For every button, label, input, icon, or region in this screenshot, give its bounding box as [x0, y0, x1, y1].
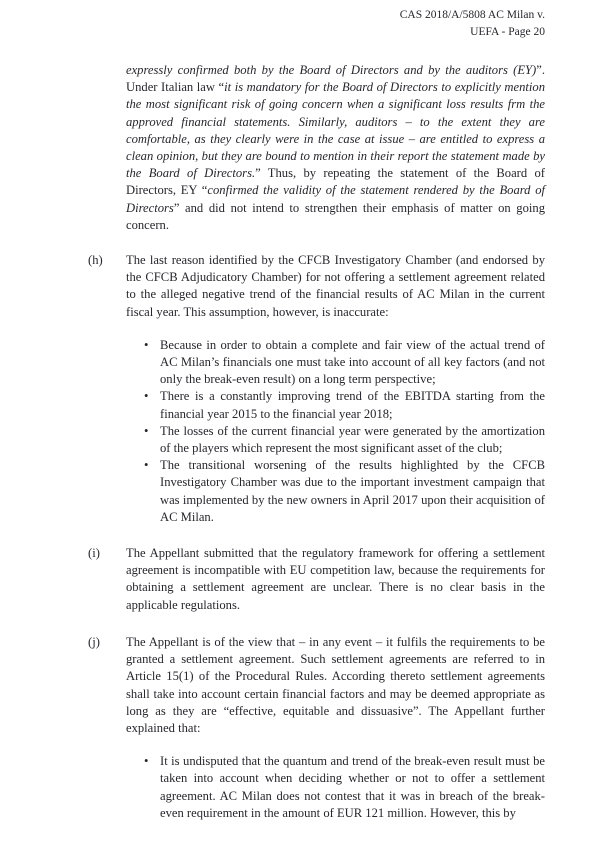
item-i-body [126, 545, 545, 614]
item-i-label: (i) [88, 546, 100, 561]
bullet-item: • It is undisputed that the quantum and trend of the break-even result must be taken into account when deciding whether or not to offer a settlement agreement. AC Milan does not contest that it was in breach of the break-even requirement in the amount of EUR 121 million. However, this by [143, 753, 545, 822]
bullet-item: • There is a constantly improving trend of the EBITDA starting from the financial year 2015 to the financial year 2018; [143, 388, 545, 422]
page-header [400, 7, 545, 40]
list-item-j [88, 634, 545, 822]
item-h-bullet-list [126, 337, 545, 526]
header-case-reference: CAS 2018/A/5808 AC Milan v. [399, 9, 545, 21]
header-page-number: UEFA - Page 20 [470, 25, 545, 38]
item-j-bullet-list [126, 753, 545, 822]
item-j-body [126, 634, 545, 822]
bullet-item: • Because in order to obtain a complete and fair view of the actual trend of AC Milan’s financials one must take into account of all key factors (and not only the break-even result) on a long term perspective; [143, 337, 545, 389]
bullet-item: • The losses of the current financial year were generated by the amortization of the players which represent the most significant asset of the club; [143, 423, 545, 457]
list-item-h [88, 252, 545, 526]
item-h-text: The last reason identified by the CFCB Investigatory Chamber (and endorsed by the CFCB Adjudicatory Chamber) for not offering a settlement agreement related to the alleged negative trend of the financial results of AC Milan in the current fiscal year. This assumption, however, is inaccurate: [126, 253, 545, 319]
item-h-label: (h) [88, 253, 103, 268]
list-item-i [88, 545, 545, 614]
item-j-label: (j) [88, 634, 100, 649]
document-body [88, 62, 545, 822]
bullet-item: • The transitional worsening of the results highlighted by the CFCB Investigatory Chamber was due to the important investment campaign that was implemented by the new owners in April 2017 upon their acquisition of AC Milan. [143, 457, 545, 526]
item-h-body [126, 252, 545, 526]
item-i-text: The Appellant submitted that the regulatory framework for offering a settlement agreement is incompatible with EU competition law, because the requirements for obtaining a settlement agreement are unclear. There is no clear basis in the applicable regulations. [126, 546, 545, 612]
item-j-text: The Appellant is of the view that – in any event – it fulfils the requirements to be granted a settlement agreement. Such settlement agreements are referred to in Article 15(1) of the Procedural Rules. According thereto settlement agreements shall take into account certain financial factors and may be deemed appropriate as long as they are “effective, equitable and dissuasive”. The Appellant further explained that: [126, 634, 545, 735]
intro-paragraph: expressly confirmed both by the Board of Directors and by the auditors (EY)”. Under Italian law “it is mandatory for the Board of Directors to explicitly mention the most significant risk of going concern when a significant loss results frm the approved financial statements. Similarly, auditors – to the extent they are comfortable, as they clearly were in the case at issue – are entitled to express a clean opinion, but they are bound to mention in their report the statement made by the Board of Directors.” Thus, by repeating the statement of the Board of Directors, EY “confirmed the validity of the statement rendered by the Board of Directors” and did not intend to strengthen their emphasis of matter on going concern. [126, 63, 546, 232]
